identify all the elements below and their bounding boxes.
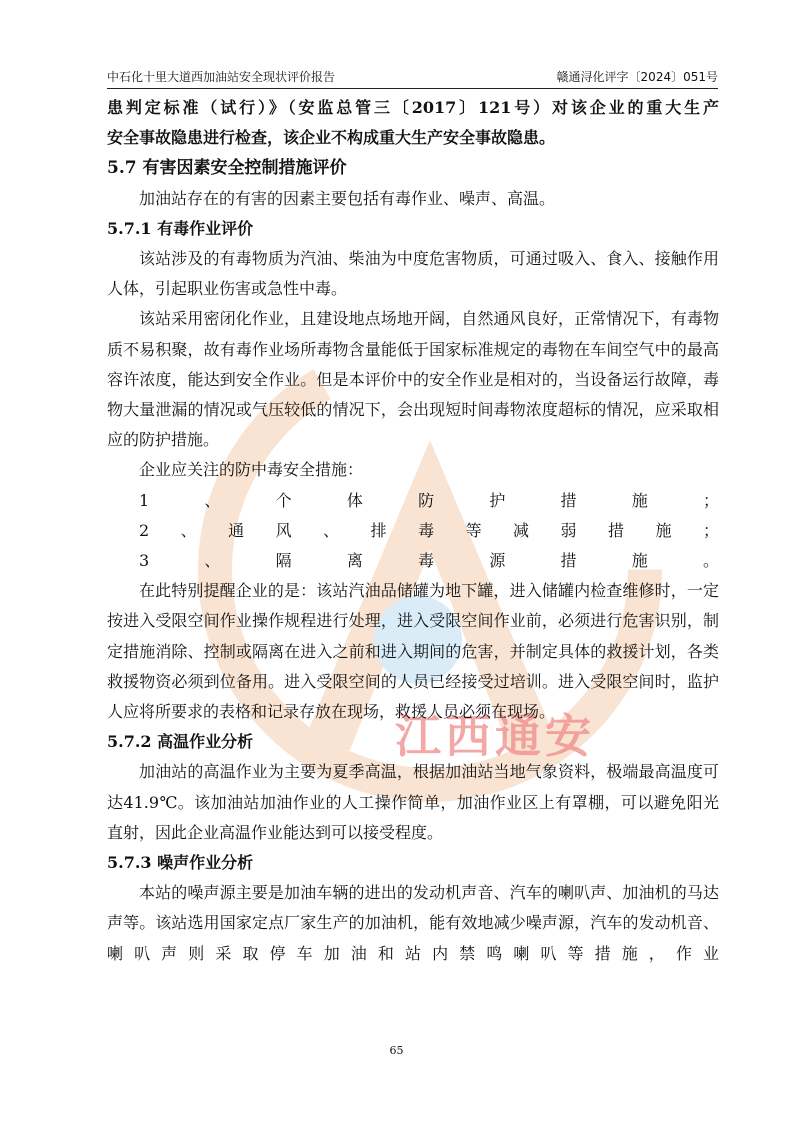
page-number: 65 (389, 1044, 404, 1057)
intro-line-1: 患判定标准（试行）》（安监总管三〔2017〕121号）对该企业的重大生产 (107, 98, 719, 117)
section-5-7-heading: 5.7 有害因素安全控制措施评价 (107, 158, 347, 179)
paragraph-toxic-substances: 该站涉及的有毒物质为汽油、柴油为中度危害物质，可通过吸入、食入、接触作用人体，引起职业伤害或急性中毒。 (107, 249, 719, 299)
section-5-7-2-heading: 5.7.2 高温作业分析 (107, 732, 254, 752)
page-content (107, 93, 719, 969)
paragraph-high-temperature: 加油站的高温作业为主要为夏季高温，根据加油站当地气象资料，极端最高温度可达41.9℃。该加油站加油作业的人工操作简单，加油作业区上有罩棚，可以避免阳光直射，因此企业高温作业能达到可以接受程度。 (107, 762, 719, 842)
section-5-7-3-heading: 5.7.3 噪声作业分析 (107, 853, 254, 873)
section-5-7-text: 加油站存在的有害的因素主要包括有毒作业、噪声、高温。 (139, 188, 556, 208)
list-item: 2、通风、排毒等减弱措施； (139, 520, 719, 540)
paragraph-confined-space: 在此特别提醒企业的是：该站汽油品储罐为地下罐，进入储罐内检查维修时，一定按进入受限空间作业操作规程进行处理，进入受限空间作业前，必须进行危害识别，制定措施消除、控制或隔离在进入之前和进入期间的危害，并制定具体的救援计划，各类救援物资必须到位备用。进入受限空间的人员已经接受过培训。进入受限空间时，监护人应将所要求的表格和记录存放在现场，救援人员必须在现场。 (107, 581, 719, 722)
page-header (107, 69, 718, 89)
header-report-title: 中石化十里大道西加油站安全现状评价报告 (107, 70, 336, 84)
section-5-7-1-heading: 5.7.1 有毒作业评价 (107, 218, 254, 238)
paragraph-closed-operation: 该站采用密闭化作业，且建设地点场地开阔，自然通风良好，正常情况下，有毒物质不易积聚，故有毒作业场所毒物含量能低于国家标准规定的毒物在车间空气中的最高容许浓度，能达到安全作业。但是本评价中的安全作业是相对的，当设备运行故障，毒物大量泄漏的情况或气压较低的情况下，会出现短时间毒物浓度超标的情况，应采取相应的防护措施。 (107, 309, 719, 450)
intro-line-2: 安全事故隐患进行检查，该企业不构成重大生产安全事故隐患。 (107, 128, 556, 148)
header-document-number: 赣通浔化评字〔2024〕051号 (556, 70, 718, 84)
paragraph-noise: 本站的噪声源主要是加油车辆的进出的发动机声音、汽车的喇叭声、加油机的马达声等。该站选用国家定点厂家生产的加油机，能有效地减少噪声源，汽车的发动机音、喇叭声则采取停车加油和站内禁鸣喇叭等措施，作业 (107, 883, 719, 963)
watermark-text: 江西通安 (395, 709, 595, 763)
list-item: 3、隔离毒源措施。 (139, 551, 719, 571)
list-item: 1、个体防护措施； (139, 490, 719, 510)
paragraph-measures-intro: 企业应关注的防中毒安全措施： (139, 460, 364, 480)
